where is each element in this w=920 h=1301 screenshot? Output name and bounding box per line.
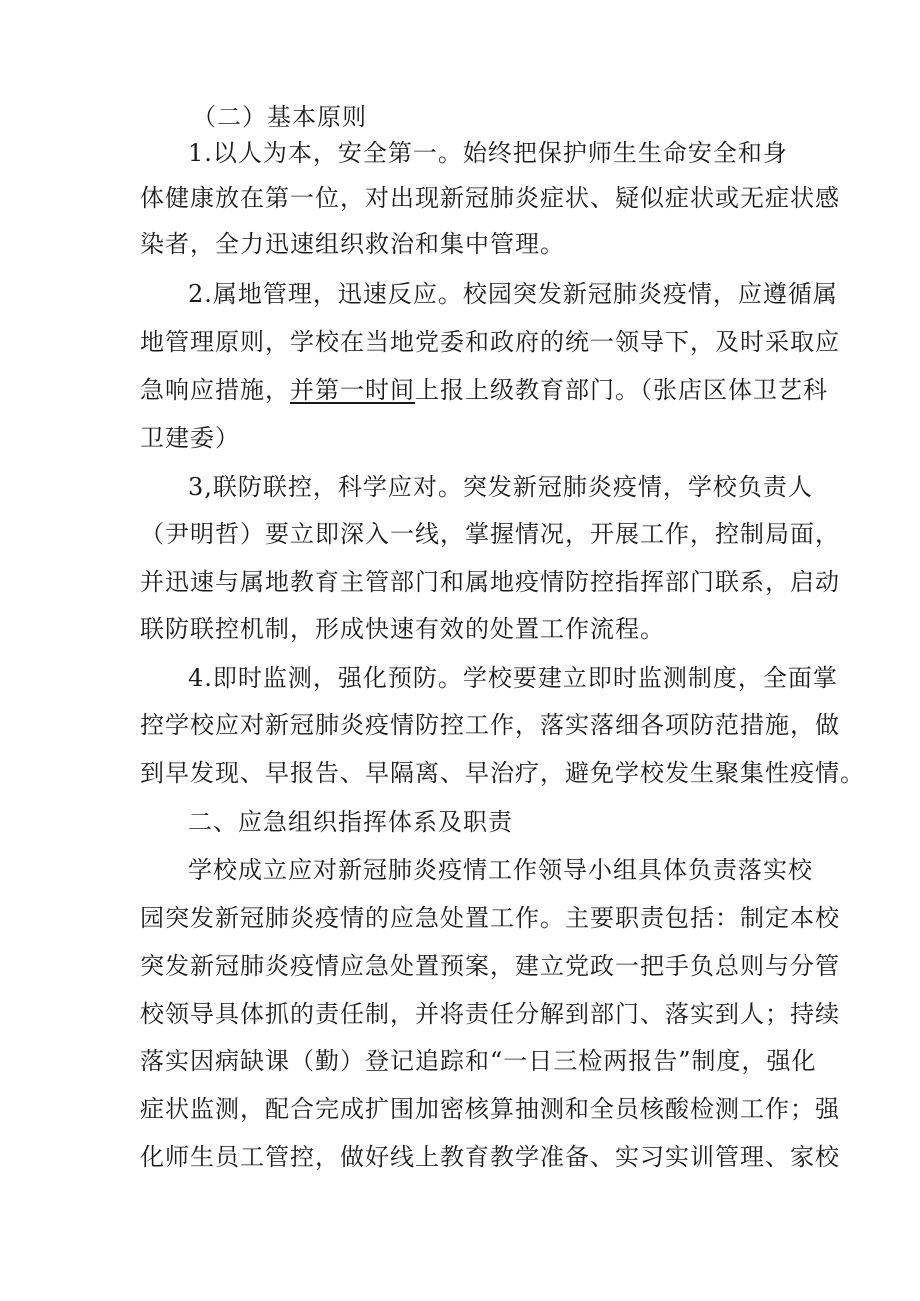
paragraph-line: 3,联防联控，科学应对。突发新冠肺炎疫情，学校负责人 [188,473,813,501]
paragraph-line: 园突发新冠肺炎疫情的应急处置工作。主要职责包括：制定本校 [140,904,840,932]
paragraph-line: 体健康放在第一位，对出现新冠肺炎症状、疑似症状或无症状感 [140,184,840,212]
section-heading-basic-principles: （二）基本原则 [192,103,367,131]
paragraph-line-with-underline [140,375,828,405]
text-segment: 上报上级教育部门。（张店区体卫艺科 [415,376,828,404]
paragraph-line: （尹明哲）要立即深入一线，掌握情况，开展工作，控制局面， [140,520,840,548]
paragraph-line: 控学校应对新冠肺炎疫情防控工作，落实落细各项防范措施，做 [140,711,840,739]
paragraph-line: 学校成立应对新冠肺炎疫情工作领导小组具体负责落实校 [188,856,813,884]
paragraph-line: 联防联控机制，形成快速有效的处置工作流程。 [140,615,665,643]
paragraph-line: 1.以人为本，安全第一。始终把保护师生生命安全和身 [188,139,788,167]
paragraph-line: 落实因病缺课（勤）登记追踪和“一日三检两报告”制度，强化 [140,1047,817,1075]
paragraph-line: 4.即时监测，强化预防。学校要建立即时监测制度，全面掌 [188,664,838,692]
paragraph-line: 并迅速与属地教育主管部门和属地疫情防控指挥部门联系，启动 [140,568,840,596]
underlined-text: 并第一时间 [290,376,415,404]
paragraph-line: 到早发现、早报告、早隔离、早治疗，避免学校发生聚集性疫情。 [140,759,865,787]
paragraph-line: 染者，全力迅速组织救治和集中管理。 [140,230,565,258]
paragraph-line: 卫建委） [140,424,240,452]
paragraph-line: 症状监测，配合完成扩围加密核算抽测和全员核酸检测工作；强 [140,1095,840,1123]
paragraph-line: 突发新冠肺炎疫情应急处置预案，建立党政一把手负总则与分管 [140,952,840,980]
paragraph-line: 2.属地管理，迅速反应。校园突发新冠肺炎疫情，应遵循属 [188,280,838,308]
paragraph-line: 地管理原则，学校在当地党委和政府的统一领导下，及时采取应 [140,328,840,356]
paragraph-line: 校领导具体抓的责任制，并将责任分解到部门、落实到人；持续 [140,1000,840,1028]
section-heading-command-system: 二、应急组织指挥体系及职责 [188,808,513,836]
paragraph-line: 化师生员工管控，做好线上教育教学准备、实习实训管理、家校 [140,1143,840,1171]
text-segment: 急响应措施， [140,376,290,404]
